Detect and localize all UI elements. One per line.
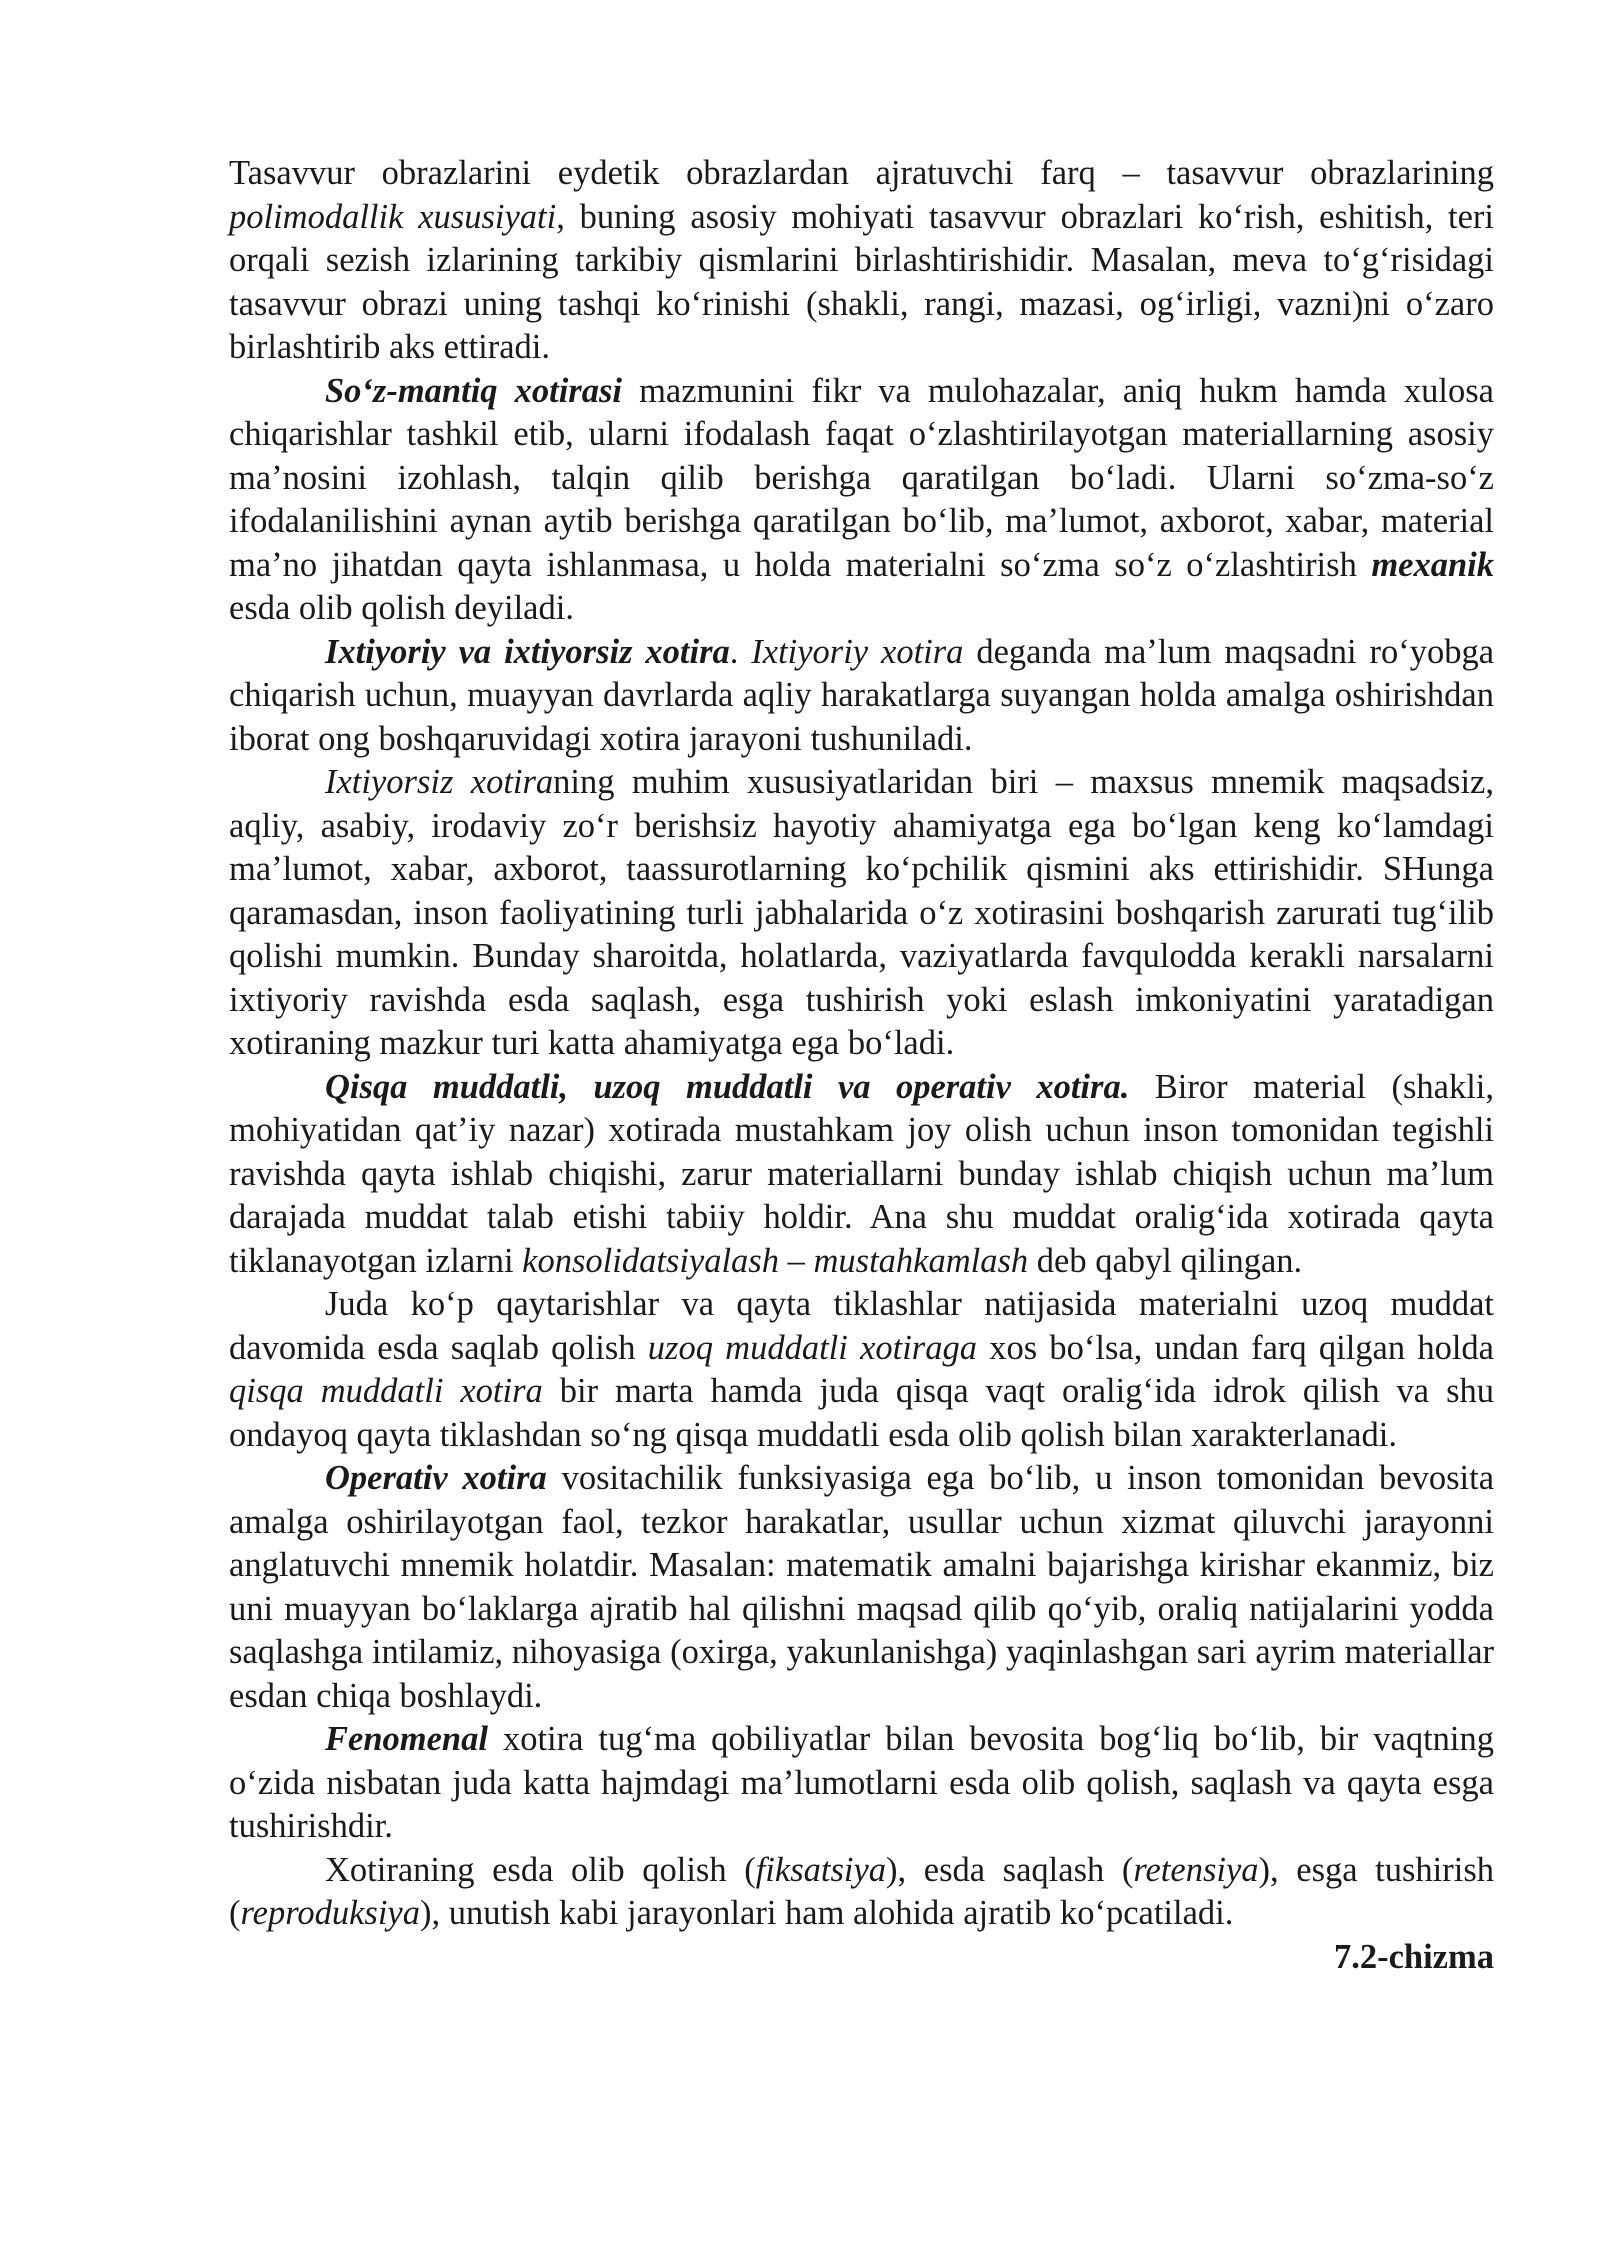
paragraph — [229, 631, 1494, 762]
italic-term: qisqa muddatli xotira — [229, 1372, 543, 1410]
italic-term: fiksatsiya — [755, 1850, 887, 1889]
text-run: Biror material (shakli, mohiyatidan qatʼiy nazar) xotirada mustahkam joy olish uchun inson tomonidan tegishli ravishda qayta ishlab chiqishi, zarur materiallarni bunday ishlab chiqish uchun maʼlum darajada muddat talab etishi tabiiy holdir. Ana shu muddat oraligʻida xotirada qayta tiklanayotgan izlarni — [229, 1067, 1494, 1280]
text-run: , buning asosiy mohiyati tasavvur obrazlari koʻrish, eshitish, teri orqali sezish izlarining tarkibiy qismlarini birlashtirishidir. Masalan, meva toʻgʻrisidagi tasavvur obrazi uning tashqi koʻrinishi (shakli, rangi, mazasi, ogʻirligi, vazni)ni oʻzaro birlashtirib aks ettiradi. — [229, 197, 1494, 366]
paragraph — [229, 1283, 1494, 1457]
paragraph — [229, 1718, 1494, 1849]
bold-term: mexanik — [1371, 545, 1494, 584]
italic-term: retensiya — [1133, 1850, 1259, 1889]
bold-term: Ixtiyoriy va ixtiyorsiz xotira — [325, 632, 730, 671]
italic-term: konsolidatsiyalash – mustahkamlash — [522, 1241, 1029, 1280]
italic-term: Ixtiyorsiz xotira — [325, 763, 554, 801]
bold-term: Qisqa muddatli, uzoq muddatli va operativ xotira. — [325, 1067, 1130, 1106]
bold-term: Operativ xotira — [325, 1459, 547, 1497]
paragraph — [229, 370, 1494, 631]
body-text — [229, 152, 1494, 1936]
paragraph — [229, 152, 1494, 370]
paragraph — [229, 1066, 1494, 1284]
text-run: vositachilik funksiyasiga ega boʻlib, u inson tomonidan bevosita amalga oshirilayotgan faol, tezkor harakatlar, usullar uchun xizmat qiluvchi jarayonni anglatuvchi mnemik holatdir. Masalan: matematik amalni bajarishga kirishar ekanmiz, biz uni muayyan boʻlaklarga ajratib hal qilishni maqsad qilib qoʻyib, oraliq natijalarini yodda saqlashga intilamiz, nihoyasiga (oxirga, yakunlanishga) yaqinlashgan sari ayrim materiallar esdan chiqa boshlaydi. — [229, 1459, 1495, 1715]
text-run: Tasavvur obrazlarini eydetik obrazlardan ajratuvchi farq – tasavvur obrazlarining — [229, 154, 1494, 192]
text-run: Juda koʻp qaytarishlar va qayta tiklashlar natijasida materialni uzoq muddat davomida esda saqlab qolish — [229, 1285, 1494, 1367]
text-run: deganda maʼlum maqsadni roʻyobga chiqarish uchun, muayyan davrlarda aqliy harakatlarga suyangan holda amalga oshirishdan iborat ong boshqaruvidagi xotira jarayoni tushuniladi. — [229, 632, 1495, 758]
text-run: ), unutish kabi jarayonlari ham alohida ajratib koʻpcatiladi. — [420, 1894, 1234, 1932]
bold-term: Fenomenal — [325, 1720, 488, 1758]
paragraph — [229, 1457, 1494, 1718]
text-run: . — [729, 632, 752, 671]
italic-term: polimodallik xususiyati — [229, 197, 557, 236]
text-run: Xotiraning esda olib qolish ( — [325, 1850, 756, 1889]
paragraph — [229, 761, 1494, 1066]
text-run: mazmunini fikr va mulohazalar, aniq hukm hamda xulosa chiqarishlar tashkil etib, ularni ifodalash faqat oʻzlashtirilayotgan materiallarning asosiy maʼnosini izohlash, talqin qilib berishga qaratilgan boʻladi. Ularni soʻzma-soʻz ifodalanilishini aynan aytib berishga qaratilgan boʻlib, maʼlumot, axborot, xabar, material maʼno jihatdan qayta ishlanmasa, u holda materialni soʻzma soʻz oʻzlashtirish — [229, 371, 1494, 584]
paragraph — [229, 1849, 1494, 1936]
text-run: xos boʻlsa, undan farq qilgan holda — [977, 1328, 1494, 1367]
text-run: xotira tugʻma qobiliyatlar bilan bevosita bogʻliq boʻlib, bir vaqtning oʻzida nisbatan juda katta hajmdagi maʼlumotlarni esda olib qolish, saqlash va qayta esga tushirishdir. — [229, 1720, 1494, 1845]
italic-term: reproduksiya — [240, 1894, 420, 1932]
italic-term: uzoq muddatli xotiraga — [647, 1328, 977, 1367]
italic-term: Ixtiyoriy xotira — [751, 632, 964, 671]
bold-term: Soʻz-mantiq xotirasi — [325, 371, 622, 410]
text-run: deb qabyl qilingan. — [1028, 1241, 1303, 1280]
text-run: bir marta hamda juda qisqa vaqt oraligʻida idrok qilish va shu ondayoq qayta tiklashdan soʻng qisqa muddatli esda olib qolish bilan xarakterlanadi. — [229, 1372, 1494, 1454]
text-run: ning muhim xususiyatlaridan biri – maxsus mnemik maqsadsiz, aqliy, asabiy, irodaviy zoʻr berishsiz hayotiy ahamiyatga ega boʻlgan keng koʻlamdagi maʼlumot, xabar, axborot, taassurotlarning koʻpchilik qismini aks ettirishidir. SHunga qaramasdan, inson faoliyatining turli jabhalarida oʻz xotirasini boshqarish zarurati tugʻilib qolishi mumkin. Bunday sharoitda, holatlarda, vaziyatlarda favqulodda kerakli narsalarni ixtiyoriy ravishda esda saqlash, esga tushirish yoki eslash imkoniyatini yaratadigan xotiraning mazkur turi katta ahamiyatga ega boʻladi. — [229, 763, 1494, 1062]
text-run: esda olib qolish deyiladi. — [229, 589, 574, 627]
text-run: ), esga tushirish ( — [229, 1850, 1495, 1932]
text-run: ), esda saqlash ( — [886, 1850, 1134, 1889]
figure-caption: 7.2-chizma — [1333, 1937, 1494, 1976]
